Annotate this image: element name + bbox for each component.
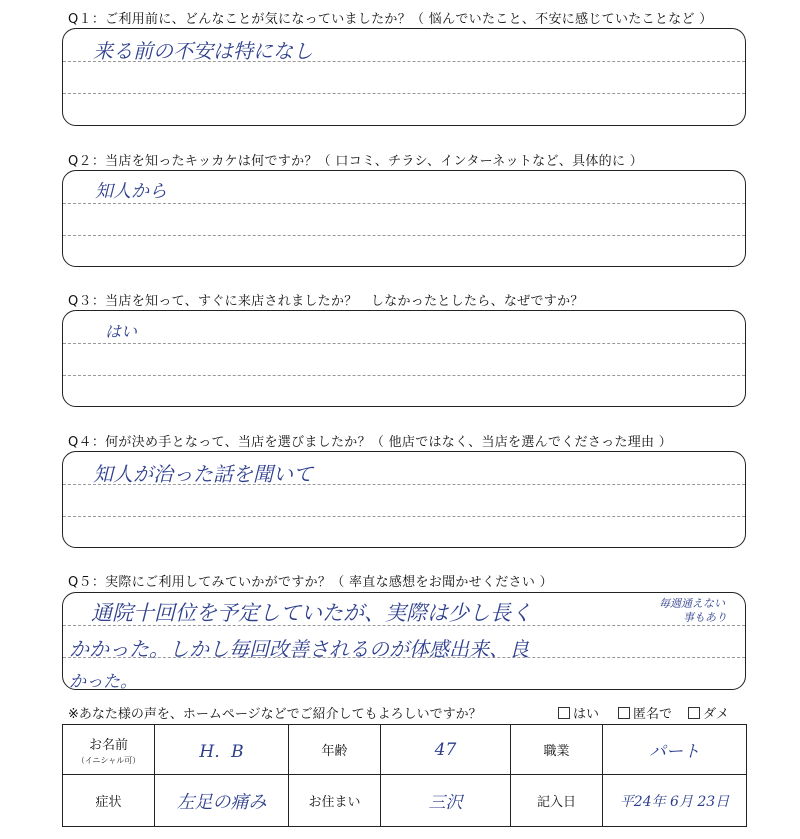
checkbox-icon[interactable] bbox=[558, 707, 570, 719]
answer-box-3[interactable] bbox=[62, 310, 746, 407]
name-label-cell: お名前 （イニシャル可） bbox=[63, 725, 155, 775]
symptom-label-cell: 症状 bbox=[63, 775, 155, 827]
consent-option-yes[interactable]: はい bbox=[558, 703, 599, 722]
date-value-cell[interactable]: 平24年 6月 23日 bbox=[603, 775, 747, 827]
answer-box-1[interactable] bbox=[62, 28, 746, 126]
job-value-cell[interactable]: パート bbox=[603, 725, 747, 775]
answer-box-4[interactable] bbox=[62, 451, 746, 548]
question-5-label: Q５：実際にご利用してみていかがですか？（ 率直な感想をお聞かせください ） bbox=[68, 575, 553, 590]
name-sub-label: （イニシャル可） bbox=[76, 755, 141, 765]
customer-info-table bbox=[62, 724, 747, 827]
answer-2-text: 知人から bbox=[95, 181, 167, 202]
question-4-label: Q４：何が決め手となって、当店を選びましたか？（ 他店ではなく、当店を選んでくださった理由 ） bbox=[68, 435, 673, 450]
question-1-label: Q１：ご利用前に、どんなことが気になっていましたか？（ 悩んでいたこと、不安に感じていたことなど ） bbox=[68, 12, 713, 27]
age-label-cell: 年齢 bbox=[289, 725, 381, 775]
answer-5-note-line-1: 毎週通えない bbox=[659, 597, 725, 610]
name-value-cell[interactable]: H．B bbox=[155, 725, 289, 775]
answer-5-line-2: かかった。しかし毎回改善されるのが体感出来、良 bbox=[69, 637, 529, 661]
consent-row bbox=[68, 703, 730, 722]
answer-box-2[interactable] bbox=[62, 170, 746, 267]
symptom-value-cell[interactable]: 左足の痛み bbox=[155, 775, 289, 827]
answer-5-line-3: かった。 bbox=[69, 672, 137, 692]
answer-5-note-line-2: 事もあり bbox=[683, 611, 727, 624]
checkbox-icon[interactable] bbox=[618, 707, 630, 719]
question-3-label: Q３：当店を知って、すぐに来店されましたか？ しなかったとしたら、なぜですか？ bbox=[68, 294, 584, 309]
checkbox-icon[interactable] bbox=[688, 707, 700, 719]
answer-box-5[interactable] bbox=[62, 592, 746, 690]
address-label-cell: お住まい bbox=[289, 775, 381, 827]
consent-option-anonymous[interactable]: 匿名で bbox=[618, 703, 672, 722]
consent-question: ※あなた様の声を、ホームページなどでご紹介してもよろしいですか？ bbox=[68, 707, 482, 722]
answer-4-text: 知人が治った話を聞いて bbox=[93, 462, 313, 486]
answer-1-text: 来る前の不安は特になし bbox=[93, 39, 313, 63]
address-value-cell[interactable]: 三沢 bbox=[381, 775, 511, 827]
answer-5-line-1: 通院十回位を予定していたが、実際は少し長く bbox=[91, 601, 532, 625]
consent-option-no[interactable]: ダメ bbox=[688, 703, 729, 722]
date-label-cell: 記入日 bbox=[511, 775, 603, 827]
job-label-cell: 職業 bbox=[511, 725, 603, 775]
age-value-cell[interactable]: 47 bbox=[381, 725, 511, 775]
answer-3-text: はい bbox=[105, 322, 138, 341]
question-2-label: Q２：当店を知ったキッカケは何ですか？（ 口コミ、チラシ、インターネットなど、具体的に ） bbox=[68, 154, 644, 169]
